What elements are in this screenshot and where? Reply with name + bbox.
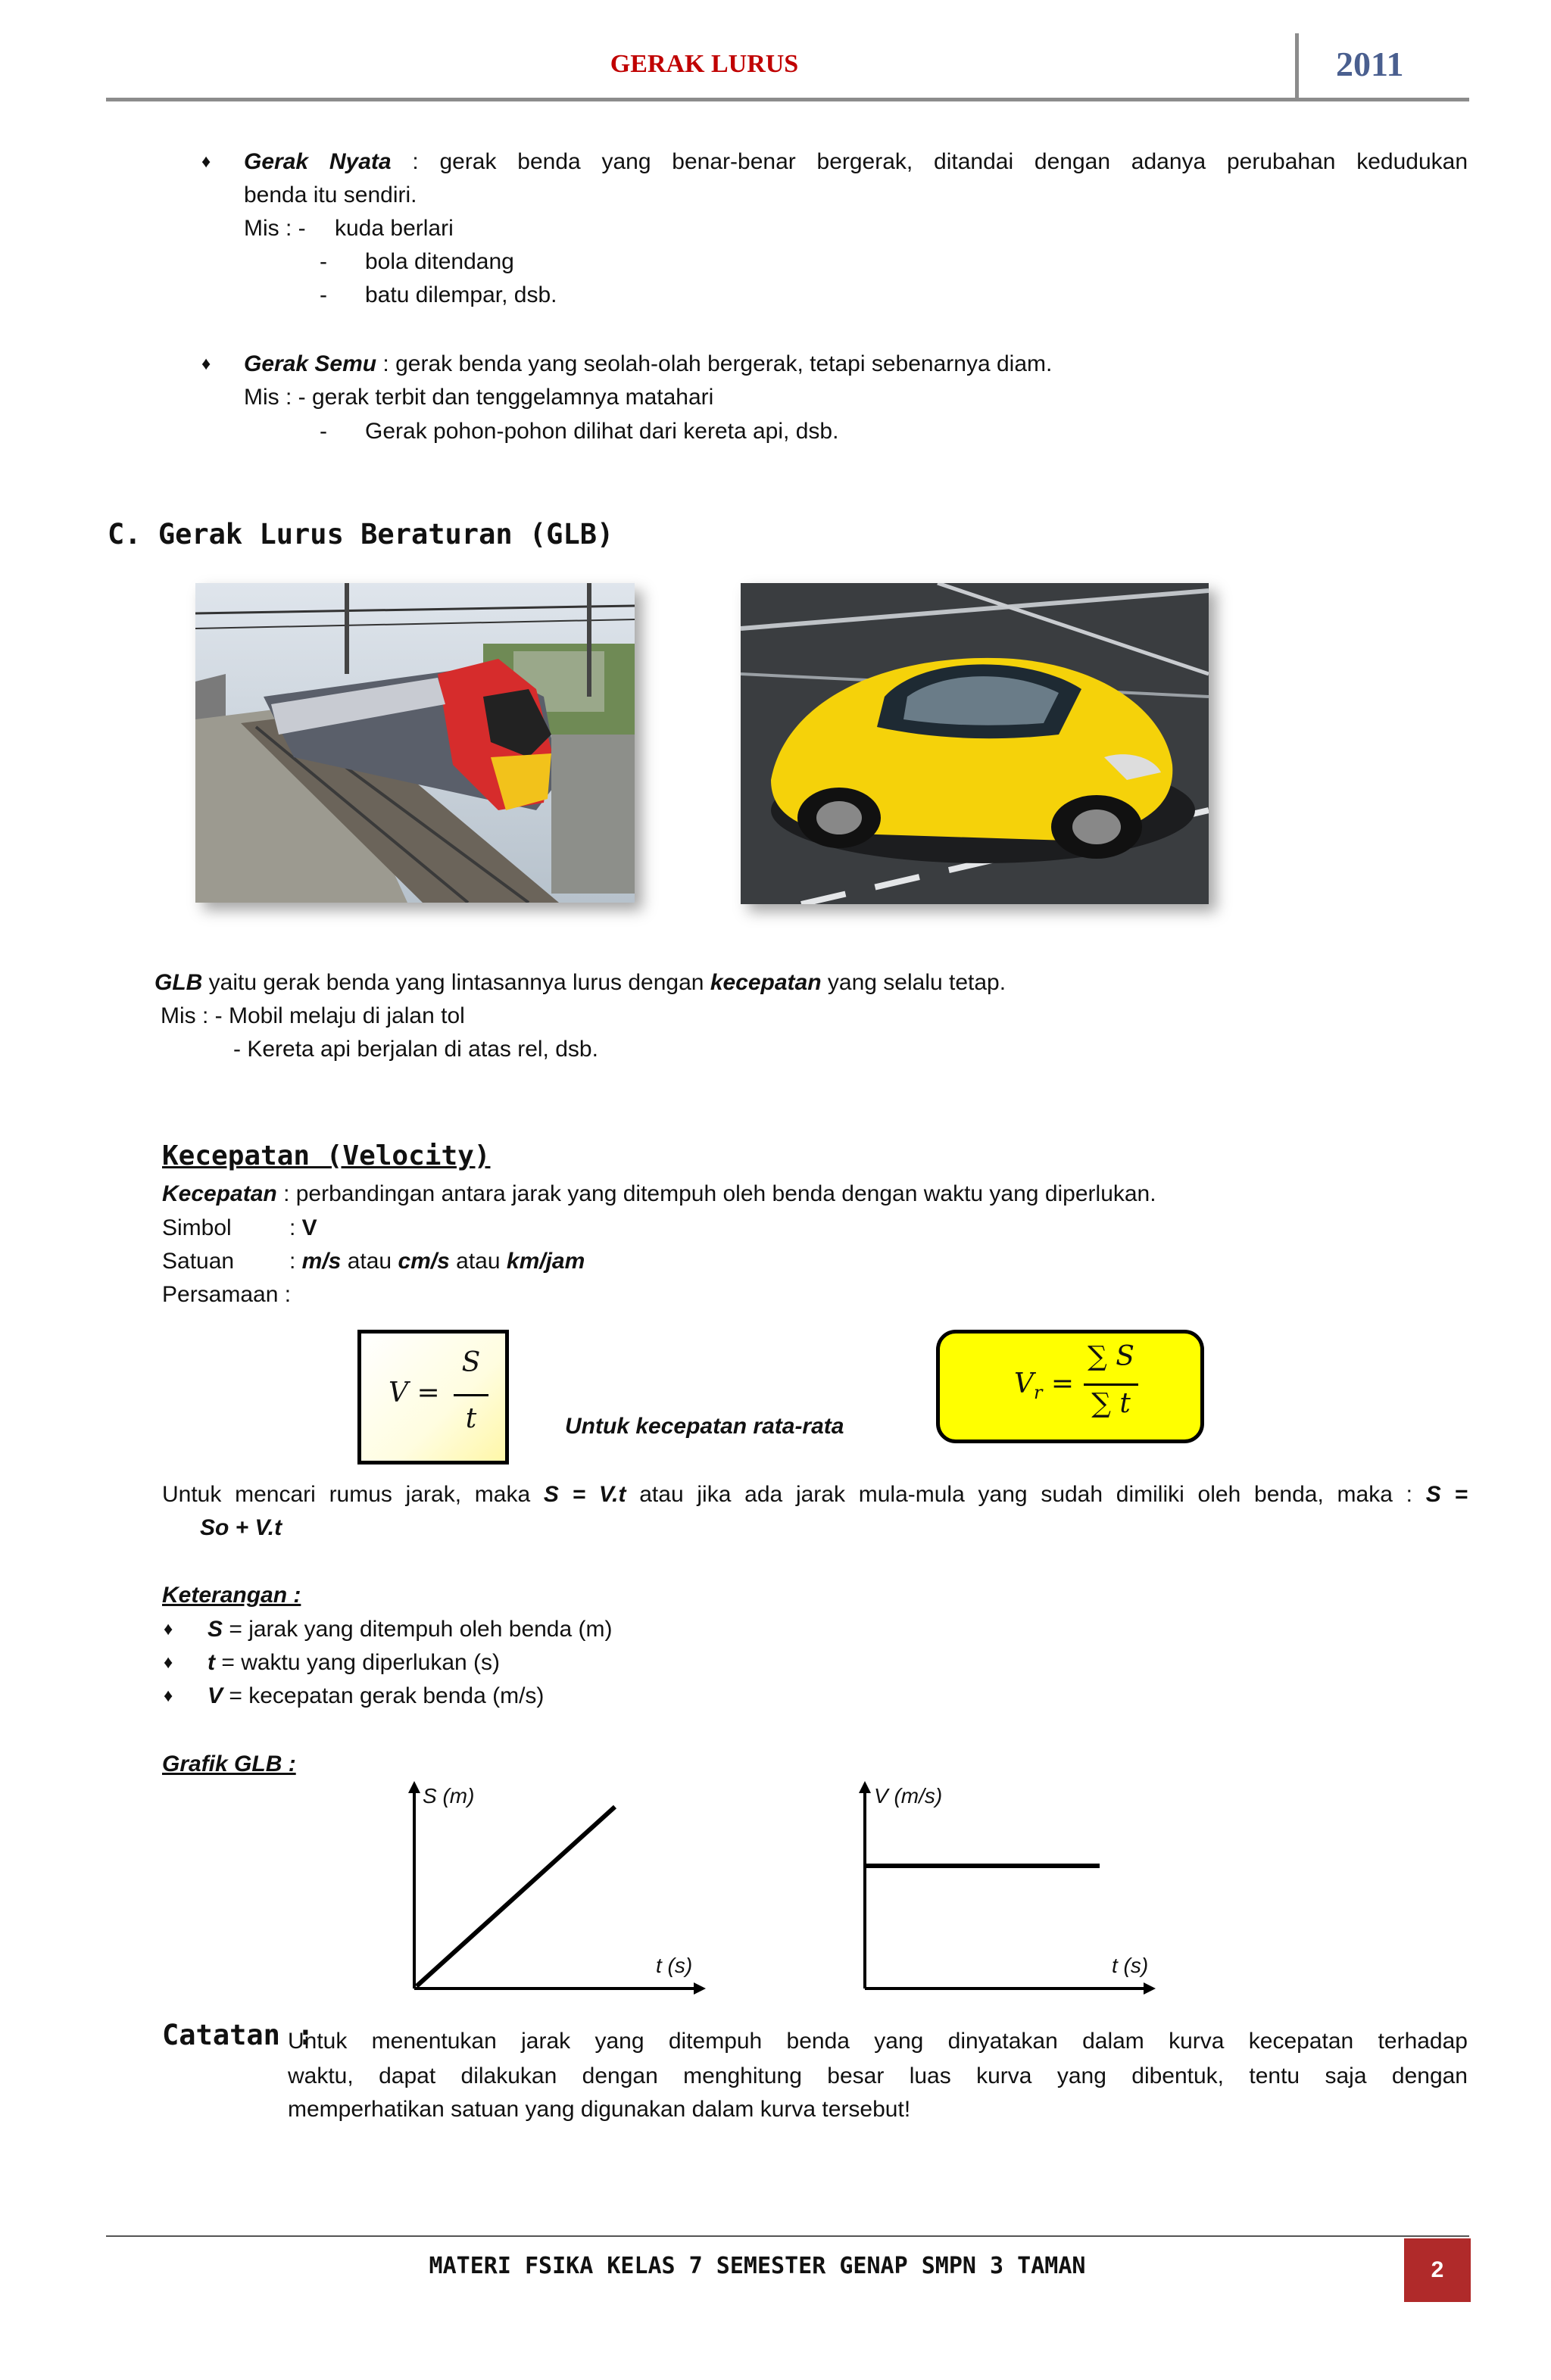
glb-example-1: Mis : - Mobil melaju di jalan tol <box>161 1003 465 1028</box>
formula-avg-equals: = <box>1042 1368 1075 1399</box>
dash: - <box>320 282 327 307</box>
glb-definition <box>154 966 1006 1000</box>
keterangan-desc: = jarak yang ditempuh oleh benda (m) <box>223 1617 613 1642</box>
arrow-up-icon <box>408 1781 420 1793</box>
header-title: GERAK LURUS <box>610 50 799 78</box>
unit-cms: cm/s <box>398 1249 450 1274</box>
gerak-nyata-mis-label: Mis : - <box>244 216 306 241</box>
formula-velocity-denominator: t <box>465 1403 477 1434</box>
header-year: 2011 <box>1336 45 1404 83</box>
catatan-label: Catatan : <box>162 2019 314 2051</box>
fraction-bar <box>1084 1383 1138 1386</box>
keterangan-desc: = waktu yang diperlukan (s) <box>215 1650 501 1675</box>
fraction-bar <box>454 1394 488 1396</box>
bullet-icon: ♦ <box>201 151 211 172</box>
jarak-text-1: Untuk mencari rumus jarak, maka <box>162 1482 544 1507</box>
kecepatan-term: Kecepatan <box>162 1181 277 1206</box>
persamaan-label: Persamaan : <box>162 1282 292 1307</box>
bullet-icon: ♦ <box>164 1619 173 1639</box>
header-rule <box>106 98 1469 101</box>
formula-avg-subscript: r <box>1034 1382 1043 1404</box>
bullet-icon: ♦ <box>164 1686 173 1706</box>
catatan-line1: Untuk menentukan jarak yang ditempuh benda yang dinyatakan dalam kurva kecepatan terhadap <box>288 2029 1468 2054</box>
formula-avg-lhs <box>1014 1368 1074 1403</box>
header-divider-vertical <box>1295 33 1299 100</box>
grafik-title: Grafik GLB : <box>162 1751 296 1776</box>
jarak-text-2: atau jika ada jarak mula-mula yang sudah dimiliki oleh benda, maka : <box>626 1482 1426 1507</box>
atau-text: atau <box>341 1249 398 1274</box>
graph1-line <box>417 1807 615 1986</box>
bullet-icon: ♦ <box>201 354 211 374</box>
formula-velocity-lhs: V = <box>389 1377 440 1408</box>
footer-rule <box>106 2235 1469 2237</box>
simbol-symbol: V <box>301 1215 317 1240</box>
simbol-separator: : <box>289 1215 302 1240</box>
jarak-line1 <box>162 1478 1468 1511</box>
gerak-semu-desc: : gerak benda yang seolah-olah bergerak, tetapi sebenarnya diam. <box>376 351 1053 376</box>
arrow-right-icon <box>694 1982 706 1995</box>
formula-average-velocity-box <box>936 1330 1204 1443</box>
graph2-xlabel: t (s) <box>1112 1954 1149 1977</box>
page-number: 2 <box>1404 2238 1471 2302</box>
graph2-ylabel: V (m/s) <box>874 1784 943 1808</box>
keterangan-item-s <box>208 1613 612 1646</box>
satuan-value <box>289 1245 585 1278</box>
kecepatan-def-text: : perbandingan antara jarak yang ditempuh oleh benda dengan waktu yang diperlukan. <box>276 1181 1156 1206</box>
train-illustration <box>195 583 635 903</box>
arrow-up-icon <box>859 1781 871 1793</box>
gerak-nyata-example-1: kuda berlari <box>335 216 454 241</box>
dash: - <box>320 249 327 274</box>
car-illustration <box>741 583 1209 904</box>
glb-def-bold-word: kecepatan <box>710 970 822 995</box>
kecepatan-definition <box>162 1178 1156 1211</box>
arrow-right-icon <box>1144 1982 1156 1995</box>
formula-velocity-box <box>357 1330 509 1464</box>
gerak-nyata-line1 <box>244 145 1468 179</box>
gerak-nyata-desc: : gerak benda yang benar-benar bergerak, ditandai dengan adanya perubahan kedudukan <box>391 149 1468 174</box>
glb-def-text-1: yaitu gerak benda yang lintasannya lurus dengan <box>202 970 710 995</box>
jarak-equation-1: S = V.t <box>543 1482 626 1507</box>
formula-avg-numerator: ∑ S <box>1088 1341 1134 1372</box>
gerak-nyata-line2: benda itu sendiri. <box>244 182 417 207</box>
satuan-label: Satuan <box>162 1249 235 1274</box>
gerak-nyata-example-3: batu dilempar, dsb. <box>365 282 557 307</box>
dash: - <box>320 419 327 444</box>
formula-velocity-numerator: S <box>461 1347 481 1378</box>
glb-term: GLB <box>154 970 203 995</box>
keterangan-symbol: t <box>208 1650 215 1675</box>
keterangan-item-t <box>208 1646 500 1680</box>
train-photo <box>195 583 635 903</box>
bullet-icon: ♦ <box>164 1652 173 1673</box>
gerak-semu-example-2: Gerak pohon-pohon dilihat dari kereta api, dsb. <box>365 419 839 444</box>
gerak-semu-mis: Mis : - gerak terbit dan tenggelamnya matahari <box>244 385 714 410</box>
glb-example-2: - Kereta api berjalan di atas rel, dsb. <box>233 1037 598 1062</box>
atau-text: atau <box>449 1249 507 1274</box>
gerak-nyata-term: Gerak Nyata <box>244 149 392 174</box>
keterangan-symbol: V <box>208 1683 223 1708</box>
unit-kmjam: km/jam <box>506 1249 585 1274</box>
unit-ms: m/s <box>301 1249 342 1274</box>
catatan-line2: waktu, dapat dilakukan dengan menghitung besar luas kurva yang dibentuk, tentu saja dengan <box>288 2063 1468 2088</box>
formula-avg-v: V <box>1014 1368 1034 1399</box>
keterangan-desc: = kecepatan gerak benda (m/s) <box>223 1683 545 1708</box>
section-c-title: C. Gerak Lurus Beraturan (GLB) <box>108 518 614 551</box>
satuan-separator: : <box>289 1249 302 1274</box>
gerak-semu-line1 <box>244 348 1052 381</box>
jarak-equation-2b: So + V.t <box>200 1515 282 1540</box>
car-photo <box>741 583 1209 904</box>
simbol-value <box>289 1212 317 1245</box>
keterangan-symbol: S <box>208 1617 223 1642</box>
graph1-xlabel: t (s) <box>656 1954 693 1977</box>
gerak-semu-term: Gerak Semu <box>244 351 377 376</box>
gerak-nyata-example-2: bola ditendang <box>365 249 514 274</box>
footer-text: MATERI FSIKA KELAS 7 SEMESTER GENAP SMPN 3 TAMAN <box>429 2253 1086 2279</box>
catatan-line3: memperhatikan satuan yang digunakan dalam kurva tersebut! <box>288 2097 911 2122</box>
simbol-label: Simbol <box>162 1215 232 1240</box>
keterangan-title: Keterangan : <box>162 1583 301 1608</box>
average-velocity-label: Untuk kecepatan rata-rata <box>565 1414 844 1439</box>
keterangan-item-v <box>208 1680 544 1713</box>
graph1-ylabel: S (m) <box>423 1784 475 1808</box>
kecepatan-title: Kecepatan (Velocity) <box>162 1140 491 1171</box>
formula-avg-denominator: ∑ t <box>1091 1388 1131 1419</box>
glb-def-text-2: yang selalu tetap. <box>821 970 1006 995</box>
jarak-equation-2a: S = <box>1425 1482 1468 1507</box>
